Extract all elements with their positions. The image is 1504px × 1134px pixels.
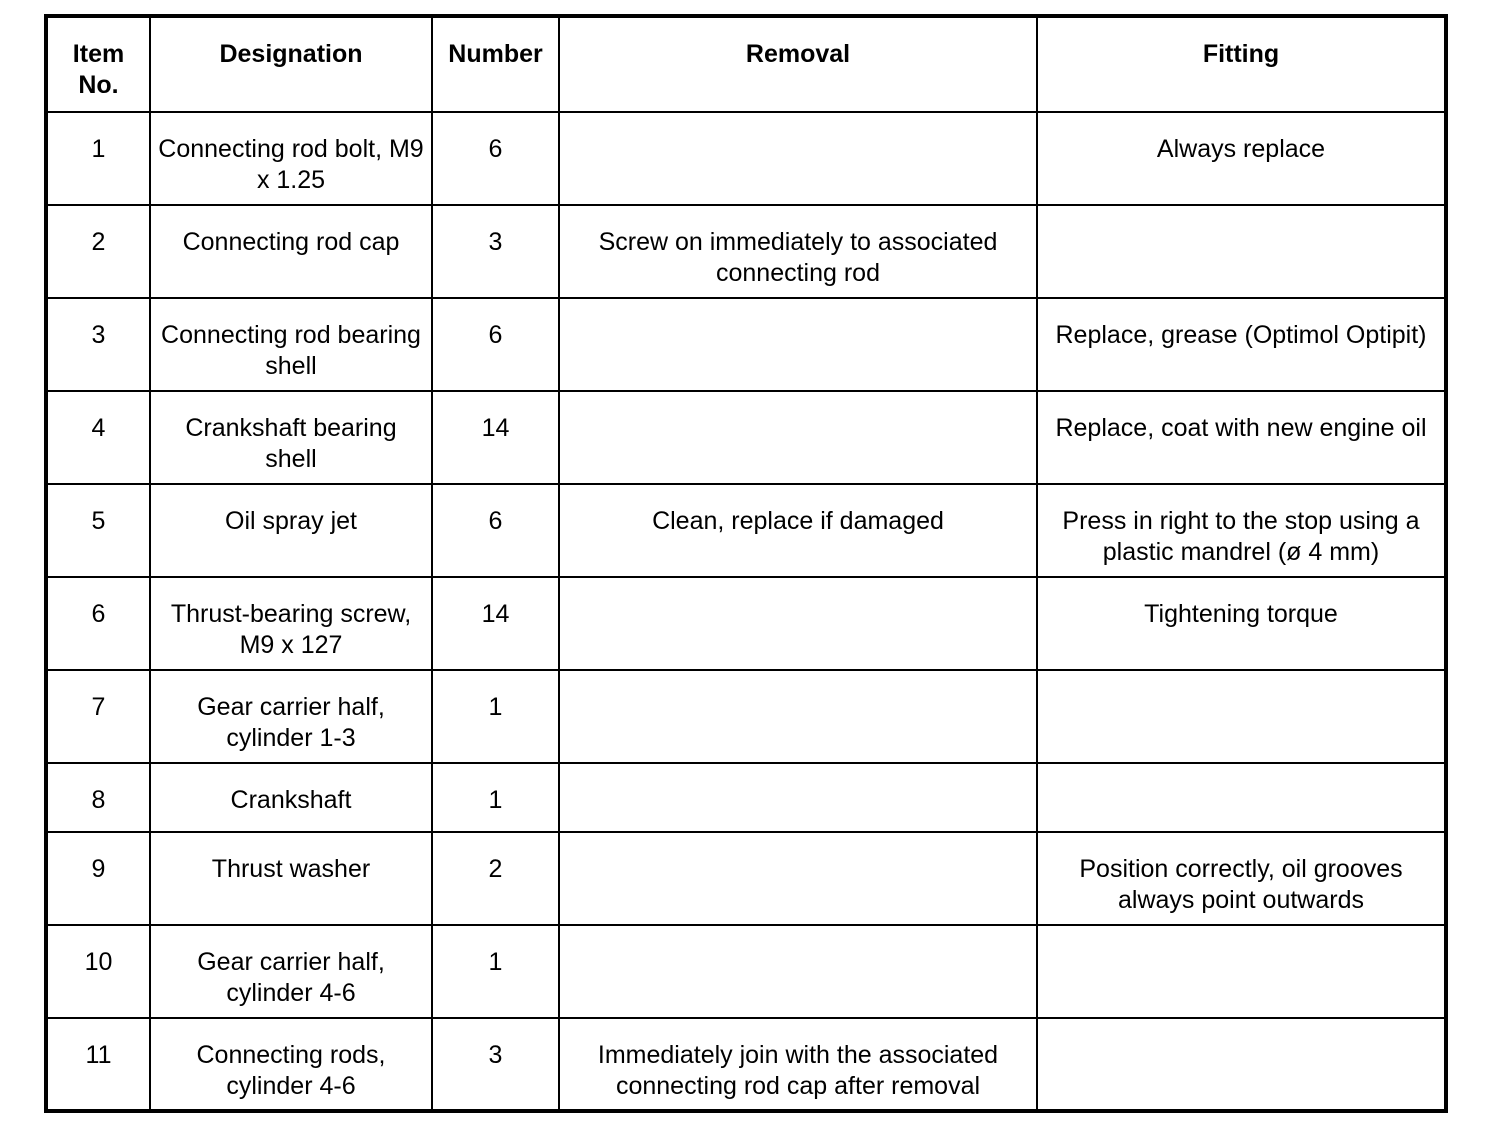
table-row (46, 577, 1446, 670)
cell-designation: Crankshaft bearing shell (150, 391, 432, 484)
cell-designation: Connecting rod bearing shell (150, 298, 432, 391)
table-row (46, 205, 1446, 298)
cell-fitting: Replace, coat with new engine oil (1037, 391, 1446, 484)
cell-item: 7 (46, 670, 150, 763)
cell-designation: Connecting rod cap (150, 205, 432, 298)
header-number: Number (432, 16, 559, 112)
cell-item: 5 (46, 484, 150, 577)
table-row (46, 391, 1446, 484)
cell-designation: Gear carrier half, cylinder 4-6 (150, 925, 432, 1018)
cell-fitting: Position correctly, oil grooves always point outwards (1037, 832, 1446, 925)
cell-removal (559, 391, 1037, 484)
cell-item: 2 (46, 205, 150, 298)
cell-number: 3 (432, 205, 559, 298)
table-row (46, 925, 1446, 1018)
table-row (46, 1018, 1446, 1111)
cell-fitting (1037, 205, 1446, 298)
cell-removal (559, 112, 1037, 205)
cell-removal: Clean, replace if damaged (559, 484, 1037, 577)
header-removal: Removal (559, 16, 1037, 112)
cell-number: 3 (432, 1018, 559, 1111)
table-row (46, 112, 1446, 205)
table-row (46, 484, 1446, 577)
cell-fitting (1037, 925, 1446, 1018)
cell-item: 9 (46, 832, 150, 925)
parts-table (44, 14, 1448, 1113)
cell-fitting (1037, 763, 1446, 832)
cell-number: 14 (432, 391, 559, 484)
table-row (46, 670, 1446, 763)
cell-removal (559, 925, 1037, 1018)
cell-item: 4 (46, 391, 150, 484)
cell-designation: Connecting rods, cylinder 4-6 (150, 1018, 432, 1111)
cell-designation: Thrust washer (150, 832, 432, 925)
cell-item: 1 (46, 112, 150, 205)
table-row (46, 832, 1446, 925)
cell-fitting: Replace, grease (Optimol Optipit) (1037, 298, 1446, 391)
cell-fitting (1037, 670, 1446, 763)
cell-designation: Thrust-bearing screw, M9 x 127 (150, 577, 432, 670)
cell-number: 6 (432, 484, 559, 577)
cell-item: 11 (46, 1018, 150, 1111)
header-fitting: Fitting (1037, 16, 1446, 112)
cell-item: 6 (46, 577, 150, 670)
cell-fitting (1037, 1018, 1446, 1111)
cell-number: 14 (432, 577, 559, 670)
cell-number: 1 (432, 670, 559, 763)
header-item-no: Item No. (46, 16, 150, 112)
cell-designation: Gear carrier half, cylinder 1-3 (150, 670, 432, 763)
cell-fitting: Tightening torque (1037, 577, 1446, 670)
cell-removal: Screw on immediately to associated connecting rod (559, 205, 1037, 298)
cell-removal: Immediately join with the associated connecting rod cap after removal (559, 1018, 1037, 1111)
cell-removal (559, 763, 1037, 832)
table-row (46, 298, 1446, 391)
header-designation: Designation (150, 16, 432, 112)
cell-item: 10 (46, 925, 150, 1018)
cell-number: 2 (432, 832, 559, 925)
cell-item: 8 (46, 763, 150, 832)
cell-removal (559, 832, 1037, 925)
cell-number: 6 (432, 298, 559, 391)
table-row (46, 763, 1446, 832)
cell-number: 1 (432, 925, 559, 1018)
cell-item: 3 (46, 298, 150, 391)
cell-removal (559, 298, 1037, 391)
cell-designation: Connecting rod bolt, M9 x 1.25 (150, 112, 432, 205)
cell-fitting: Always replace (1037, 112, 1446, 205)
cell-fitting: Press in right to the stop using a plastic mandrel (ø 4 mm) (1037, 484, 1446, 577)
cell-designation: Crankshaft (150, 763, 432, 832)
cell-designation: Oil spray jet (150, 484, 432, 577)
cell-removal (559, 670, 1037, 763)
cell-number: 1 (432, 763, 559, 832)
table-header-row (46, 16, 1446, 112)
cell-removal (559, 577, 1037, 670)
cell-number: 6 (432, 112, 559, 205)
